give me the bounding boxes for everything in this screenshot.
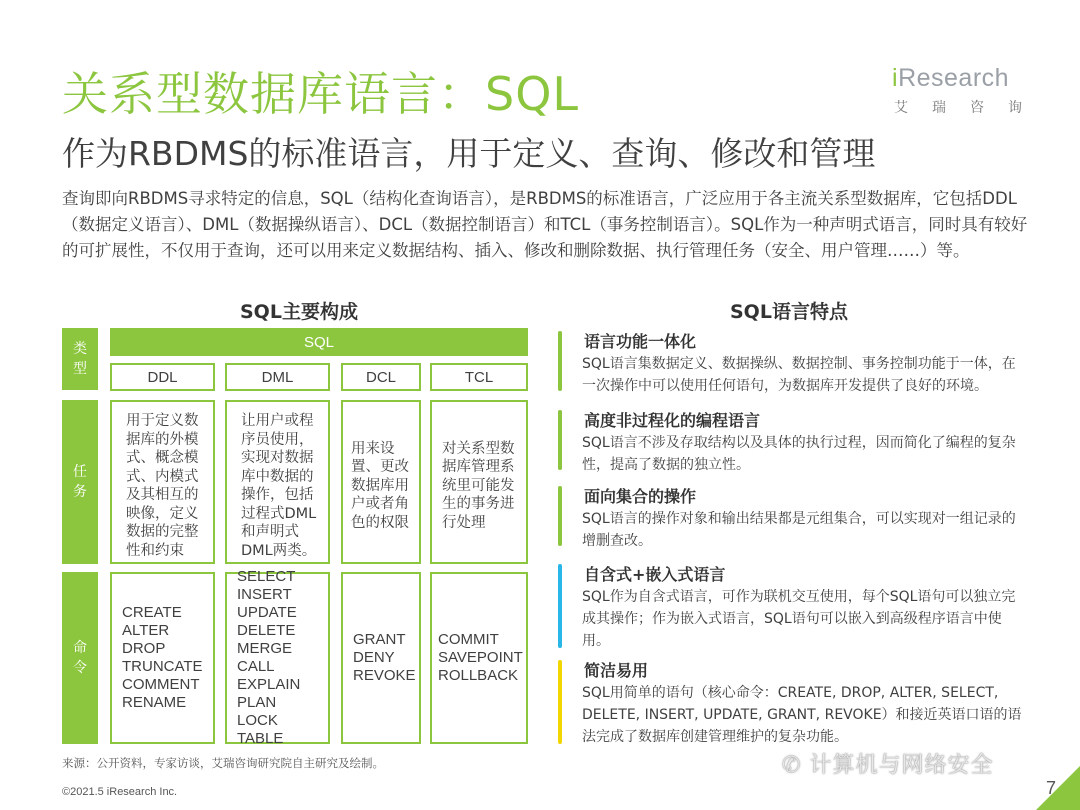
section-title-features: SQL语言特点 — [730, 301, 848, 323]
page-number: 7 — [1046, 778, 1057, 798]
command-item: EXPLAIN — [237, 676, 301, 693]
feature-accent-bar — [558, 486, 562, 546]
task-tcl: 对关系型数据库管理系统里可能发生的事务进行处理 — [430, 400, 528, 564]
row-label-task: 任 务 — [62, 400, 98, 564]
command-item: DENY — [353, 649, 395, 666]
col-header-ddl: DDL — [110, 363, 215, 391]
col-header-dml: DML — [225, 363, 330, 391]
corner-decoration — [1036, 766, 1080, 810]
source-note: 来源：公开资料，专家访谈，艾瑞咨询研究院自主研究及绘制。 — [62, 756, 384, 770]
col-header-dcl: DCL — [341, 363, 421, 391]
command-item: ROLLBACK — [438, 667, 519, 684]
command-item: COMMIT — [438, 631, 499, 648]
copyright: ©2021.5 iResearch Inc. — [62, 786, 178, 798]
command-item: SELECT — [237, 568, 296, 585]
commands-ddl — [110, 572, 215, 744]
command-item: ALTER — [122, 622, 170, 639]
commands-dcl — [341, 572, 421, 744]
col-header-tcl: TCL — [430, 363, 528, 391]
command-item: DELETE — [237, 622, 296, 639]
section-title-composition: SQL主要构成 — [240, 301, 358, 323]
command-item: MERGE — [237, 640, 293, 657]
command-item: PLAN — [237, 694, 277, 711]
intro-paragraph: 查询即向RBDMS寻求特定的信息，SQL（结构化查询语言），是RBDMS的标准语言，广泛应用于各主流关系型数据库，它包括DDL（数据定义语言）、DML（数据操纵语言）、DCL（数据控制语言）和TCL（事务控制语言）。SQL作为一种声明式语言，同时具有较好的可扩展性，不仅用于查询，还可以用来定义数据结构、插入、修改和删除数据、执行管理任务（安全、用户管理……）等。 — [62, 189, 1028, 260]
commands-tcl — [430, 572, 528, 744]
page-title: 关系型数据库语言：SQL — [62, 67, 580, 121]
task-dml: 让用户或程序员使用，实现对数据库中数据的操作，包括过程式DML和声明式DML两类。 — [225, 400, 330, 564]
watermark: ✆ 计算机与网络安全 — [782, 753, 994, 778]
command-item: COMMENT — [122, 676, 200, 693]
page-subtitle: 作为RBDMS的标准语言，用于定义、查询、修改和管理 — [62, 134, 876, 173]
row-label-type: 类 型 — [62, 328, 98, 390]
wechat-icon: ✆ — [782, 753, 802, 778]
command-item: LOCK TABLE — [237, 712, 284, 747]
command-item: CALL — [237, 658, 275, 675]
command-item: REVOKE — [353, 667, 416, 684]
commands-dml — [225, 568, 330, 747]
row-label-command: 命 令 — [62, 572, 98, 744]
feature-accent-bar — [558, 660, 562, 744]
command-item: GRANT — [353, 631, 406, 648]
command-item: RENAME — [122, 694, 187, 711]
command-item: SAVEPOINT — [438, 649, 523, 666]
iresearch-logo: iResearch 艾瑞咨询 — [892, 64, 1046, 116]
sql-header-bar: SQL — [110, 328, 528, 356]
command-item: INSERT — [237, 586, 292, 603]
feature-accent-bar — [558, 331, 562, 391]
command-item: TRUNCATE — [122, 658, 203, 675]
task-ddl: 用于定义数据库的外模式、概念模式、内模式及其相互的映像，定义数据的完整性和约束 — [110, 400, 215, 564]
command-item: DROP — [122, 640, 166, 657]
command-item: UPDATE — [237, 604, 297, 621]
task-dcl: 用来设置、更改数据库用户或者角色的权限 — [341, 400, 421, 564]
feature-accent-bar — [558, 564, 562, 648]
feature-accent-bar — [558, 410, 562, 470]
command-item: CREATE — [122, 604, 182, 621]
